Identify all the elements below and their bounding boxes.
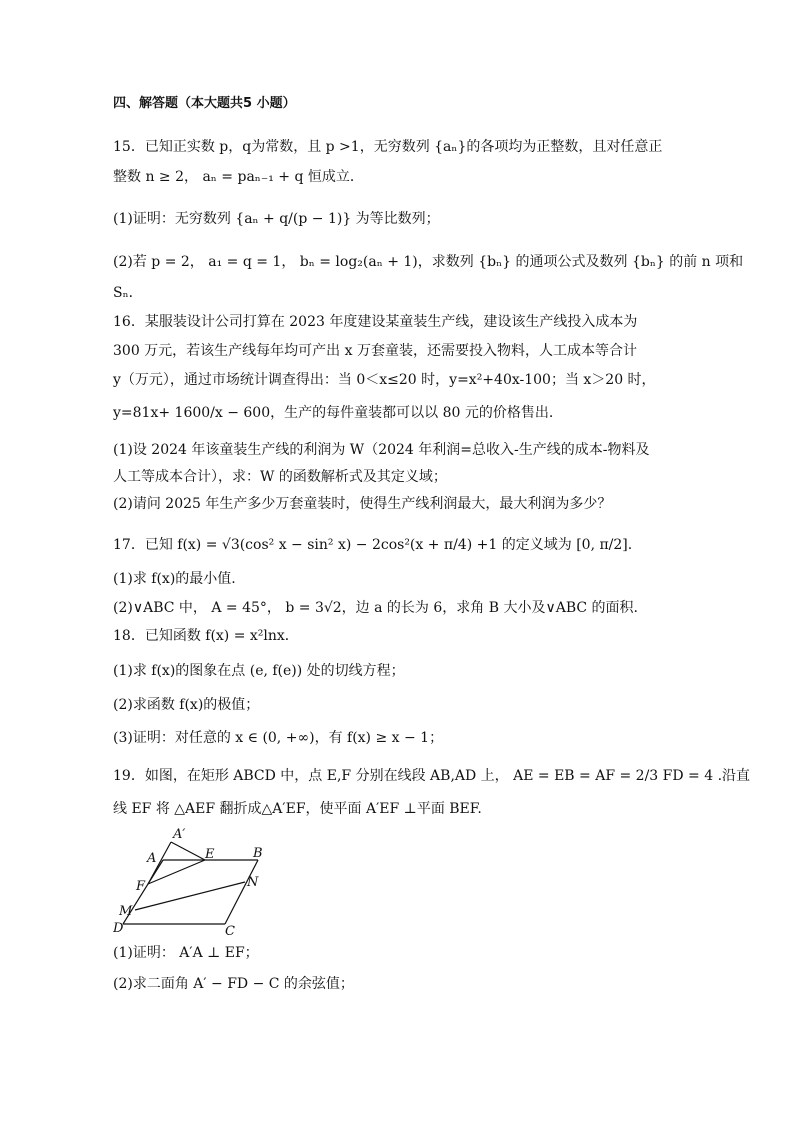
problem-16-part-1-cont: 人工等成本合计），求：W 的函数解析式及其定义域； [113,469,447,485]
problem-16-line-2: 300 万元，若该生产线每年均可产出 x 万套童装，还需要投入物料，人工成本等合计 [113,343,637,359]
problem-17-line-1: 17．已知 f(x) = √3(cos² x − sin² x) − 2cos²(x + π/4) +1 的定义域为 [0, π/2]. [113,537,633,553]
problem-19-line-2: 线 EF 将 △AEF 翻折成△A′EF，使平面 A′EF ⊥平面 BEF. [113,801,482,817]
geometry-figure [113,822,283,937]
problem-17-part-2: (2)∨ABC 中， A = 45°， b = 3√2，边 a 的长为 6，求角 B 大小及∨ABC 的面积. [113,600,638,616]
problem-18-part-2: (2)求函数 f(x)的极值； [113,697,260,713]
segment-ef [148,860,205,884]
label-e: E [205,847,215,862]
label-a: A [147,851,157,866]
section-title: 四、解答题（本大题共5 小题） [113,96,296,111]
label-a-prime: A′ [173,827,186,842]
problem-19-line-1: 19．如图，在矩形 ABCD 中，点 E,F 分别在线段 AB,AD 上， AE = EB = AF = 2/3 FD = 4 .沿直 [113,768,751,784]
problem-15-part-2: (2)若 p = 2， a₁ = q = 1， bₙ = log₂(aₙ + 1)，求数列 {bₙ} 的通项公式及数列 {bₙ} 的前 n 项和 [113,254,744,270]
problem-16-line-4: y=81x+ 1600/x − 600，生产的每件童装都可以以 80 元的价格售出. [113,405,554,421]
label-b: B [253,846,263,861]
label-d: D [113,921,124,936]
problem-17-part-1: (1)求 f(x)的最小值. [113,571,236,587]
segment-a-prime-e [171,842,205,860]
label-m: M [119,904,133,919]
problem-16-line-3: y（万元），通过市场统计调查得出：当 0＜x≤20 时，y=x²+40x-100；当 x＞20 时， [113,372,656,388]
problem-16-part-1: (1)设 2024 年该童装生产线的利润为 W（2024 年利润=总收入-生产线的成本-物料及 [113,442,650,458]
problem-18-part-1: (1)求 f(x)的图象在点 (e, f(e)) 处的切线方程； [113,663,405,679]
problem-19-part-2: (2)求二面角 A′ − FD − C 的余弦值； [113,976,354,992]
segment-bc [225,860,258,924]
problem-19-part-1: (1)证明： A′A ⊥ EF； [113,945,259,961]
problem-16-line-1: 16．某服装设计公司打算在 2023 年度建设某童装生产线，建设该生产线投入成本为 [113,314,638,330]
problem-18-line-1: 18．已知函数 f(x) = x²lnx． [113,628,299,644]
problem-15-part-2-cont: Sₙ． [113,285,143,301]
problem-16-part-2: (2)请问 2025 年生产多少万套童装时，使得生产线利润最大，最大利润为多少？ [113,496,612,512]
label-n: N [247,875,259,890]
segment-mn [135,882,245,910]
problem-18-part-3: (3)证明：对任意的 x ∈ (0, +∞)，有 f(x) ≥ x − 1； [113,730,444,746]
problem-15-line-1: 15．已知正实数 p，q为常数，且 p >1，无穷数列 {aₙ}的各项均为正整数，且对任意正 [113,139,663,155]
label-f: F [136,879,146,894]
label-c: C [225,924,235,937]
problem-15-part-1: (1)证明：无穷数列 {aₙ + q/(p − 1)} 为等比数列； [113,211,440,227]
problem-15-line-2: 整数 n ≥ 2， aₙ = paₙ₋₁ + q 恒成立． [113,169,364,185]
geometry-figure-svg [113,822,283,937]
